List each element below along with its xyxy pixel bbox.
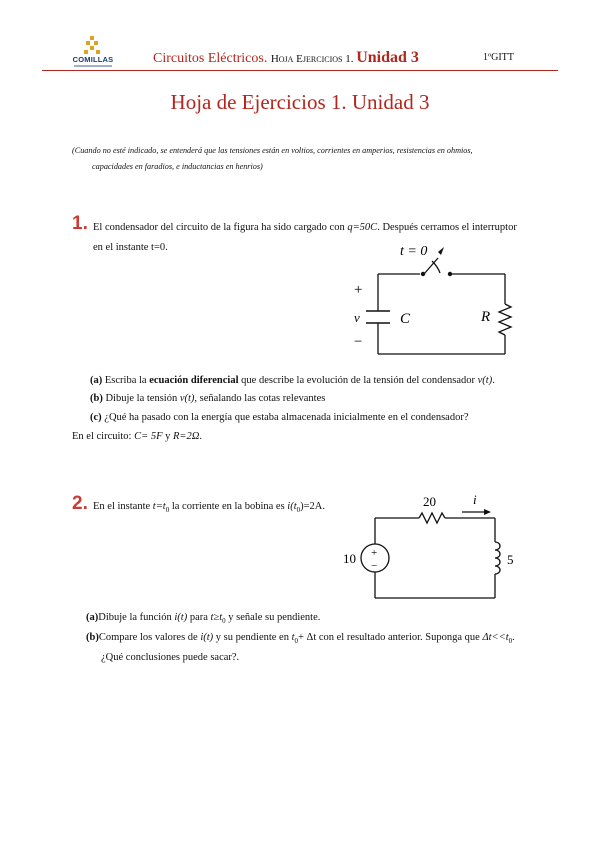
running-header: Circuitos Eléctricos. Hoja Ejercicios 1. Unidad 3: [153, 49, 419, 66]
unit-label: Unidad 3: [356, 49, 419, 66]
problem-2-statement: En el instante $t=t_0$ la corriente en la bobina es $i(t_0)=2A$.: [93, 501, 326, 515]
problem-1-statement: El condensador del circuito de la figura ha sido cargado con q=50C. Después cerramos el interruptor en el instante t=0.: [93, 222, 517, 253]
university-logo: [68, 36, 118, 72]
resistor-label: R: [481, 309, 491, 325]
inductor-value: 5: [507, 552, 514, 567]
current-arrow-icon: [484, 509, 491, 515]
current-label: i: [473, 492, 477, 507]
header-rule: [42, 70, 558, 71]
units-note: (Cuando no esté indicado, se entenderá que las tensiones están en voltios, corrientes en amperios, resistencias en ohmios, capacidades en faradios, e inductancias en henrios): [72, 146, 473, 171]
page-title: Hoja de Ejercicios 1. Unidad 3: [170, 90, 430, 114]
source-value: 10: [343, 551, 356, 566]
problem-2-item-a: (a)Dibuje la función i(t) para $t\ge t_0$ y señale su pendiente.: [86, 612, 321, 626]
logo-text: COMILLAS: [72, 55, 114, 64]
problem-1-item-a: (a) Escriba la ecuación diferencial que describe la evolución de la tensión del condensador v(t).: [90, 375, 495, 386]
course-name: Circuitos Eléctricos: [153, 51, 264, 66]
problem-1-values: En el circuito: C= 5F y R=2Ω.: [72, 431, 202, 442]
switch-arrow-icon: [438, 247, 444, 255]
course-level: 1ºGITT: [483, 52, 514, 63]
switch-contact-left: [421, 272, 425, 276]
rl-circuit-diagram: [335, 488, 525, 608]
problem-1-item-b: (b) Dibuje la tensión v(t), señalando las cotas relevantes: [90, 393, 326, 404]
minus-sign: −: [354, 334, 363, 350]
sheet-label: Hoja Ejercicios 1.: [270, 53, 357, 65]
problem-2-number: 2.: [72, 493, 88, 514]
switch-label: t = 0: [400, 244, 428, 259]
capacitor-label: C: [400, 311, 411, 327]
problem-1-number: 1.: [72, 213, 88, 234]
source-minus-sign: −: [371, 560, 378, 572]
problem-2-item-b: (b)Compare los valores de i(t) y su pendiente en $t_0+ \Delta t$ con el resultado anterior. Suponga que $\Delta t<<t_0$.: [86, 632, 515, 646]
logo-underline: [74, 65, 112, 67]
resistor-value: 20: [423, 494, 436, 509]
switch-contact-right: [448, 272, 452, 276]
source-plus-sign: +: [371, 547, 378, 559]
plus-sign: +: [354, 282, 363, 298]
problem-2-item-b-line2: ¿Qué conclusiones puede sacar?.: [101, 652, 240, 663]
problem-1-item-c: (c) ¿Qué ha pasado con la energía que estaba almacenada inicialmente en el condensador?: [90, 412, 469, 423]
v-label: v: [354, 310, 360, 325]
logo-emblem-icon: [82, 36, 102, 56]
rc-circuit-diagram: [340, 238, 530, 358]
